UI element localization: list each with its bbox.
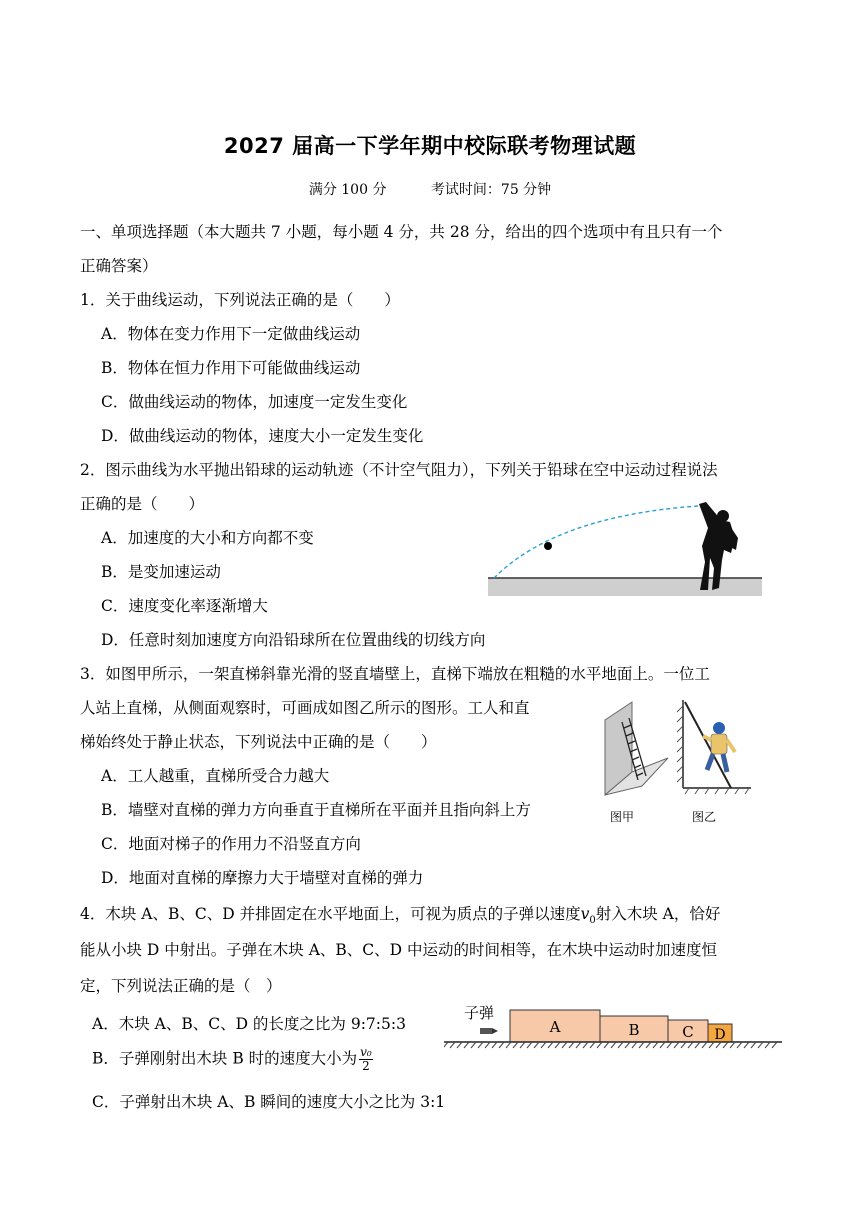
q3-stem-line1: 3．如图甲所示，一架直梯斜靠光滑的竖直墙壁上，直梯下端放在粗糙的水平地面上。一位工 [80, 665, 710, 683]
q1-option-a: A．物体在变力作用下一定做曲线运动 [101, 325, 361, 343]
ground-hatch-line [492, 1042, 497, 1048]
bullet-icon [480, 1028, 498, 1034]
ground-hatch-line [730, 1042, 735, 1048]
ground-hatch-line [674, 1042, 679, 1048]
q2-option-a: A．加速度的大小和方向都不变 [101, 529, 314, 547]
ground-hatch-line [562, 1042, 567, 1048]
ground-hatch-line [527, 1042, 532, 1048]
q4-option-a: A．木块 A、B、C、D 的长度之比为 9:7:5:3 [92, 1015, 406, 1033]
q4-stem-part1: 4．木块 A、B、C、D 并排固定在水平地面上，可视为质点的子弹以速度 [80, 905, 581, 923]
q2-option-d: D．任意时刻加速度方向沿铅球所在位置曲线的切线方向 [101, 631, 486, 649]
block-c-label: C [682, 1023, 694, 1041]
q4-option-c: C．子弹射出木块 A、B 瞬间的速度大小之比为 3:1 [92, 1093, 446, 1111]
q2-stem-line1: 2．图示曲线为水平抛出铅球的运动轨迹（不计空气阻力），下列关于铅球在空中运动过程说法 [80, 461, 718, 479]
q3-stem-line3: 梯始终处于静止状态，下列说法中正确的是（ ） [80, 733, 437, 751]
ground-hatch-line [444, 1042, 448, 1048]
ground-hatch-line [688, 1042, 693, 1048]
ground-hatch-line [611, 1042, 616, 1048]
block-d-label: D [714, 1027, 726, 1043]
ground-hatch-line [590, 1042, 595, 1048]
ground-hatch-line [646, 1042, 651, 1048]
v0-subscript: 0 [589, 915, 596, 927]
ground-hatch-line [457, 1042, 462, 1048]
ground-hatch-line [583, 1042, 588, 1048]
q1-option-c: C．做曲线运动的物体，加速度一定发生变化 [101, 393, 408, 411]
block-a-label: A [549, 1018, 561, 1036]
q4-figure-blocks [444, 1004, 784, 1050]
section-heading-line1: 一、单项选择题（本大题共 7 小题，每小题 4 分，共 28 分，给出的四个选项中有且只有一个 [80, 223, 723, 241]
q2-figure-shot-put [486, 498, 766, 600]
q3-stem-line2: 人站上直梯，从侧面观察时，可画成如图乙所示的图形。工人和直 [80, 699, 530, 717]
q3-figure-yi [675, 698, 755, 798]
ground-hatch-line [513, 1042, 518, 1048]
ground-hatch-line [751, 1042, 756, 1048]
q4-stem-part2: 射入木块 A，恰好 [595, 905, 721, 923]
q3-option-a: A．工人越重，直梯所受合力越大 [101, 767, 330, 785]
shot-put-ball [544, 542, 552, 550]
q3-fig-yi-label: 图乙 [692, 810, 717, 824]
ground-hatch-line [758, 1042, 763, 1048]
ground-hatch-line [618, 1042, 623, 1048]
ground-hatch-line [625, 1042, 630, 1048]
ground-hatch-line [506, 1042, 511, 1048]
q4-option-b-text: B．子弹刚射出木块 B 时的速度大小为 [92, 1049, 358, 1068]
exam-info [0, 179, 860, 199]
q3-fig-jia-label: 图甲 [610, 810, 635, 824]
q2-stem-line2: 正确的是（ ） [80, 495, 205, 513]
ground-hatch-line [471, 1042, 476, 1048]
thrower-silhouette [699, 502, 738, 590]
ground-hatch-line [709, 1042, 714, 1048]
ground-hatch-line [765, 1042, 770, 1048]
ground-hatch-line [555, 1042, 560, 1048]
ground-hatch-line [667, 1042, 672, 1048]
ground-hatch-line [450, 1042, 455, 1048]
q2-option-c: C．速度变化率逐渐增大 [101, 597, 268, 615]
ground-hatch-line [520, 1042, 525, 1048]
ground-hatch-line [639, 1042, 644, 1048]
ground-hatch-line [597, 1042, 602, 1048]
ground-hatch-line [632, 1042, 637, 1048]
ground-hatch-line [576, 1042, 581, 1048]
q2-option-b: B．是变加速运动 [101, 563, 221, 581]
q3-option-c: C．地面对梯子的作用力不沿竖直方向 [101, 835, 361, 853]
fraction-numerator: v₀ [360, 1045, 372, 1059]
q1-stem: 1．关于曲线运动，下列说法正确的是（ ） [80, 291, 400, 309]
q4-option-b [92, 1046, 373, 1073]
ground-hatch-line [464, 1042, 469, 1048]
ground-hatch-line [569, 1042, 574, 1048]
q3-option-b: B．墙壁对直梯的弹力方向垂直于直梯所在平面并且指向斜上方 [101, 801, 531, 819]
ground-hatch-line [660, 1042, 665, 1048]
q3-option-d: D．地面对直梯的摩擦力大于墙壁对直梯的弹力 [101, 869, 424, 887]
ground-hatch-line [541, 1042, 546, 1048]
ground-hatch-line [695, 1042, 700, 1048]
ground-hatch-line [681, 1042, 686, 1048]
ground-hatch-line [499, 1042, 504, 1048]
ground-hatch-line [702, 1042, 707, 1048]
exam-time: 考试时间：75 分钟 [430, 182, 552, 198]
q4-bullet-label: 子弹 [464, 1004, 495, 1022]
ground-hatch-line [548, 1042, 553, 1048]
page-title: 2027 届高一下学年期中校际联考物理试题 [223, 134, 637, 158]
fraction-v0-over-2 [359, 1046, 373, 1073]
ground-hatch-line [653, 1042, 658, 1048]
q1-option-d: D．做曲线运动的物体，速度大小一定发生变化 [101, 427, 424, 445]
full-score: 满分 100 分 [308, 182, 387, 198]
q1-option-b: B．物体在恒力作用下可能做曲线运动 [101, 359, 361, 377]
fraction-denominator: 2 [362, 1059, 370, 1073]
ground-hatch-line [604, 1042, 609, 1048]
q3-figure-jia [600, 700, 670, 800]
block-b-label: B [628, 1021, 640, 1039]
ground-hatch-line [485, 1042, 490, 1048]
ground-hatch-line [534, 1042, 539, 1048]
ground-hatch-line [772, 1042, 777, 1048]
ground-hatch-line [737, 1042, 742, 1048]
q4-stem-line3: 定，下列说法正确的是（ ） [80, 977, 282, 995]
section-heading-line2: 正确答案） [80, 257, 158, 275]
ground-hatch-line [478, 1042, 483, 1048]
q4-stem-line1 [80, 902, 720, 926]
q4-stem-line2: 能从小块 D 中射出。子弹在木块 A、B、C、D 中运动的时间相等，在木块中运动时加速度恒 [80, 941, 718, 959]
v0-symbol: v [580, 905, 590, 923]
ground-hatch-line [744, 1042, 749, 1048]
